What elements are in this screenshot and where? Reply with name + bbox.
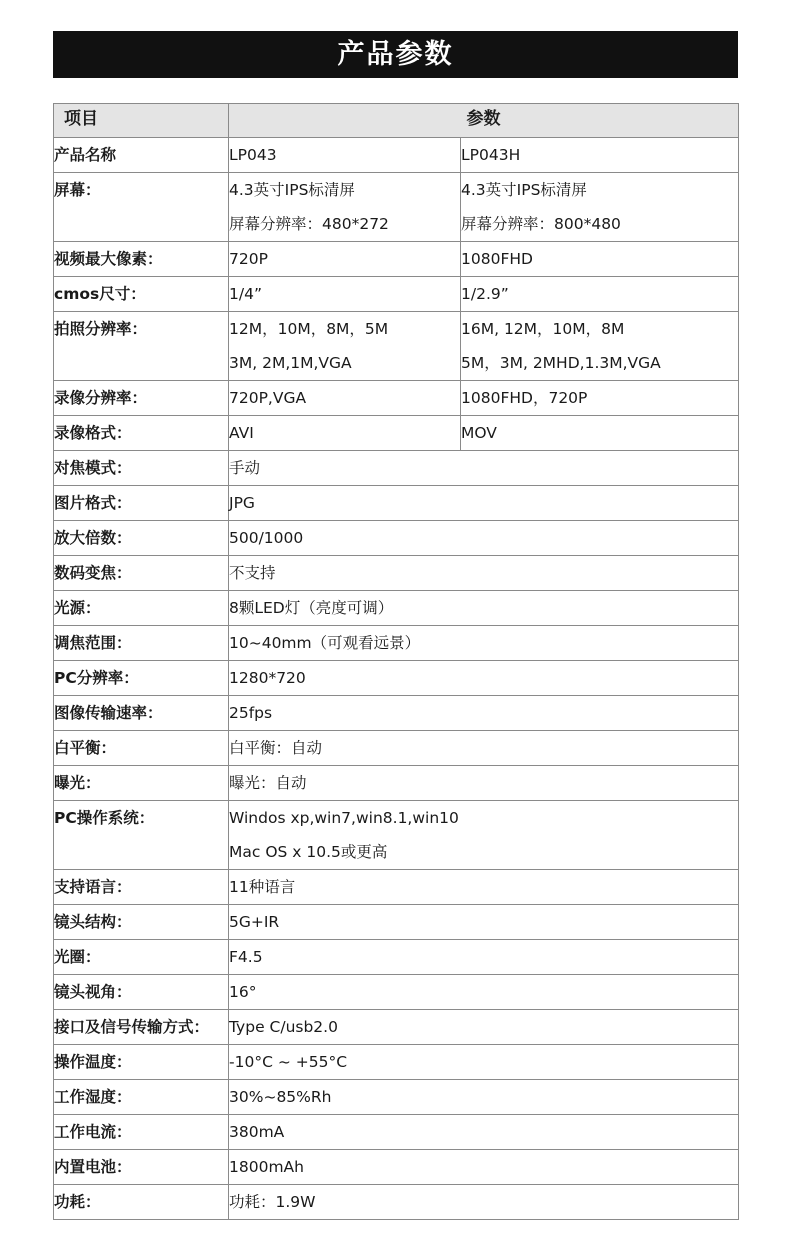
value-common-line: 30%~85%Rh [229, 1088, 332, 1106]
value-lp043h-line: 1080FHD，720P [461, 389, 588, 407]
row-label-line: 功耗： [54, 1193, 101, 1211]
row-label-line: 对焦模式： [54, 459, 132, 477]
table-row [54, 486, 739, 521]
value-lp043 [229, 381, 461, 416]
table-row [54, 1150, 739, 1185]
row-label-line: 操作温度： [54, 1053, 132, 1071]
row-label-line: 工作电流： [54, 1123, 132, 1141]
value-common [229, 486, 739, 521]
value-lp043 [229, 173, 461, 242]
value-common-line: 10~40mm（可观看远景） [229, 634, 421, 652]
table-row [54, 591, 739, 626]
value-lp043h-line: 屏幕分辨率：800*480 [461, 215, 621, 233]
value-lp043h [461, 242, 739, 277]
table-row [54, 416, 739, 451]
row-label [54, 451, 229, 486]
table-row [54, 870, 739, 905]
value-lp043h [461, 277, 739, 312]
table-row [54, 801, 739, 870]
row-label [54, 1115, 229, 1150]
value-common-line: 16° [229, 983, 257, 1001]
row-label [54, 870, 229, 905]
row-label [54, 521, 229, 556]
value-common [229, 1080, 739, 1115]
row-label [54, 661, 229, 696]
value-common [229, 905, 739, 940]
value-common-line: JPG [229, 494, 255, 512]
row-label-line: 支持语言： [54, 878, 132, 896]
row-label [54, 591, 229, 626]
value-lp043-line: 4.3英寸IPS标清屏 [229, 181, 355, 199]
row-label [54, 138, 229, 173]
value-lp043h-line: LP043H [461, 146, 521, 164]
row-label-line: 工作湿度： [54, 1088, 132, 1106]
value-lp043-line: LP043 [229, 146, 277, 164]
table-row [54, 312, 739, 381]
value-lp043 [229, 138, 461, 173]
value-common-line: 1280*720 [229, 669, 306, 687]
spec-table [53, 103, 739, 1220]
row-label [54, 801, 229, 870]
value-lp043-line: 3M, 2M,1M,VGA [229, 354, 352, 372]
row-label-line: 屏幕： [54, 181, 101, 199]
table-row [54, 975, 739, 1010]
row-label-line: cmos尺寸： [54, 285, 146, 303]
row-label-line: 视频最大像素： [54, 250, 163, 268]
row-label [54, 696, 229, 731]
table-row [54, 556, 739, 591]
value-lp043h-line: 1/2.9” [461, 285, 509, 303]
value-common-line: 380mA [229, 1123, 285, 1141]
row-label-line: 曝光： [54, 774, 101, 792]
row-label-line: 图像传输速率： [54, 704, 163, 722]
row-label-line: 录像分辨率： [54, 389, 148, 407]
row-label-line: 内置电池： [54, 1158, 132, 1176]
table-row [54, 626, 739, 661]
row-label [54, 1080, 229, 1115]
row-label [54, 626, 229, 661]
row-label [54, 1185, 229, 1220]
row-label [54, 940, 229, 975]
value-lp043h [461, 138, 739, 173]
table-row [54, 731, 739, 766]
value-lp043-line: 720P [229, 250, 268, 268]
value-lp043-line: 屏幕分辨率：480*272 [229, 215, 389, 233]
table-row [54, 766, 739, 801]
value-common-line: 1800mAh [229, 1158, 304, 1176]
value-common [229, 451, 739, 486]
value-common [229, 1115, 739, 1150]
value-lp043h [461, 416, 739, 451]
header-params: 参数 [229, 104, 739, 138]
value-common [229, 801, 739, 870]
value-lp043 [229, 416, 461, 451]
value-common [229, 870, 739, 905]
row-label [54, 486, 229, 521]
table-row [54, 1185, 739, 1220]
value-lp043h-line: 1080FHD [461, 250, 533, 268]
value-common [229, 696, 739, 731]
table-row [54, 277, 739, 312]
value-common-line: 不支持 [229, 564, 276, 582]
value-common [229, 661, 739, 696]
value-lp043 [229, 312, 461, 381]
value-lp043h-line: 4.3英寸IPS标清屏 [461, 181, 587, 199]
row-label [54, 1010, 229, 1045]
row-label-line: 光源： [54, 599, 101, 617]
value-common-line: Type C/usb2.0 [229, 1018, 338, 1036]
table-row [54, 138, 739, 173]
row-label-line: PC操作系统： [54, 809, 155, 827]
row-label [54, 1150, 229, 1185]
value-common-line: 5G+IR [229, 913, 280, 931]
value-common [229, 731, 739, 766]
page-title: 产品参数 [53, 31, 738, 78]
row-label [54, 556, 229, 591]
value-common-line: 白平衡：自动 [229, 739, 323, 757]
value-lp043h [461, 381, 739, 416]
table-row [54, 381, 739, 416]
table-row [54, 696, 739, 731]
row-label [54, 766, 229, 801]
row-label-line: 光圈： [54, 948, 101, 966]
value-common [229, 1185, 739, 1220]
row-label [54, 277, 229, 312]
value-common [229, 591, 739, 626]
value-lp043h [461, 312, 739, 381]
value-common-line: 8颗LED灯（亮度可调） [229, 599, 394, 617]
table-row [54, 521, 739, 556]
row-label-line: 拍照分辨率： [54, 320, 148, 338]
value-lp043 [229, 242, 461, 277]
table-row [54, 1010, 739, 1045]
value-common [229, 556, 739, 591]
header-item: 项目 [54, 104, 229, 138]
row-label [54, 416, 229, 451]
value-common-line: F4.5 [229, 948, 263, 966]
value-common [229, 1010, 739, 1045]
row-label-line: 镜头视角： [54, 983, 132, 1001]
table-header-row [54, 104, 739, 138]
row-label-line: 数码变焦： [54, 564, 132, 582]
row-label-line: 镜头结构： [54, 913, 132, 931]
value-common-line: 500/1000 [229, 529, 304, 547]
value-lp043-line: 12M，10M，8M，5M [229, 320, 389, 338]
value-lp043-line: 1/4” [229, 285, 262, 303]
row-label-line: 调焦范围： [54, 634, 132, 652]
table-row [54, 242, 739, 277]
row-label [54, 975, 229, 1010]
row-label-line: 录像格式： [54, 424, 132, 442]
value-common [229, 766, 739, 801]
value-lp043h [461, 173, 739, 242]
table-row [54, 661, 739, 696]
value-lp043h-line: 5M，3M, 2MHD,1.3M,VGA [461, 354, 661, 372]
value-lp043 [229, 277, 461, 312]
row-label-line: PC分辨率： [54, 669, 139, 687]
value-common-line: 25fps [229, 704, 273, 722]
value-lp043h-line: 16M, 12M，10M，8M [461, 320, 625, 338]
row-label-line: 图片格式： [54, 494, 132, 512]
row-label [54, 731, 229, 766]
value-common-line: Windos xp,win7,win8.1,win10 [229, 809, 459, 827]
table-row [54, 905, 739, 940]
value-common-line: 功耗：1.9W [229, 1193, 316, 1211]
table-row [54, 451, 739, 486]
row-label [54, 242, 229, 277]
value-lp043-line: AVI [229, 424, 254, 442]
table-row [54, 940, 739, 975]
row-label [54, 173, 229, 242]
value-common [229, 940, 739, 975]
row-label-line: 放大倍数： [54, 529, 132, 547]
spec-table-body [54, 138, 739, 1220]
row-label [54, 381, 229, 416]
value-common-line: 曝光：自动 [229, 774, 307, 792]
value-common-line: 11种语言 [229, 878, 296, 896]
value-common [229, 1045, 739, 1080]
row-label [54, 312, 229, 381]
table-row [54, 1080, 739, 1115]
table-row [54, 1045, 739, 1080]
value-common [229, 1150, 739, 1185]
value-lp043h-line: MOV [461, 424, 497, 442]
value-common-line: Mac OS x 10.5或更高 [229, 843, 388, 861]
row-label-line: 产品名称 [54, 146, 117, 164]
value-common [229, 521, 739, 556]
value-common [229, 975, 739, 1010]
row-label-line: 接口及信号传输方式： [54, 1018, 210, 1036]
row-label [54, 905, 229, 940]
table-row [54, 1115, 739, 1150]
row-label [54, 1045, 229, 1080]
value-lp043-line: 720P,VGA [229, 389, 307, 407]
row-label-line: 白平衡： [54, 739, 117, 757]
value-common-line: -10°C ~ +55°C [229, 1053, 348, 1071]
value-common-line: 手动 [229, 459, 261, 477]
value-common [229, 626, 739, 661]
table-row [54, 173, 739, 242]
